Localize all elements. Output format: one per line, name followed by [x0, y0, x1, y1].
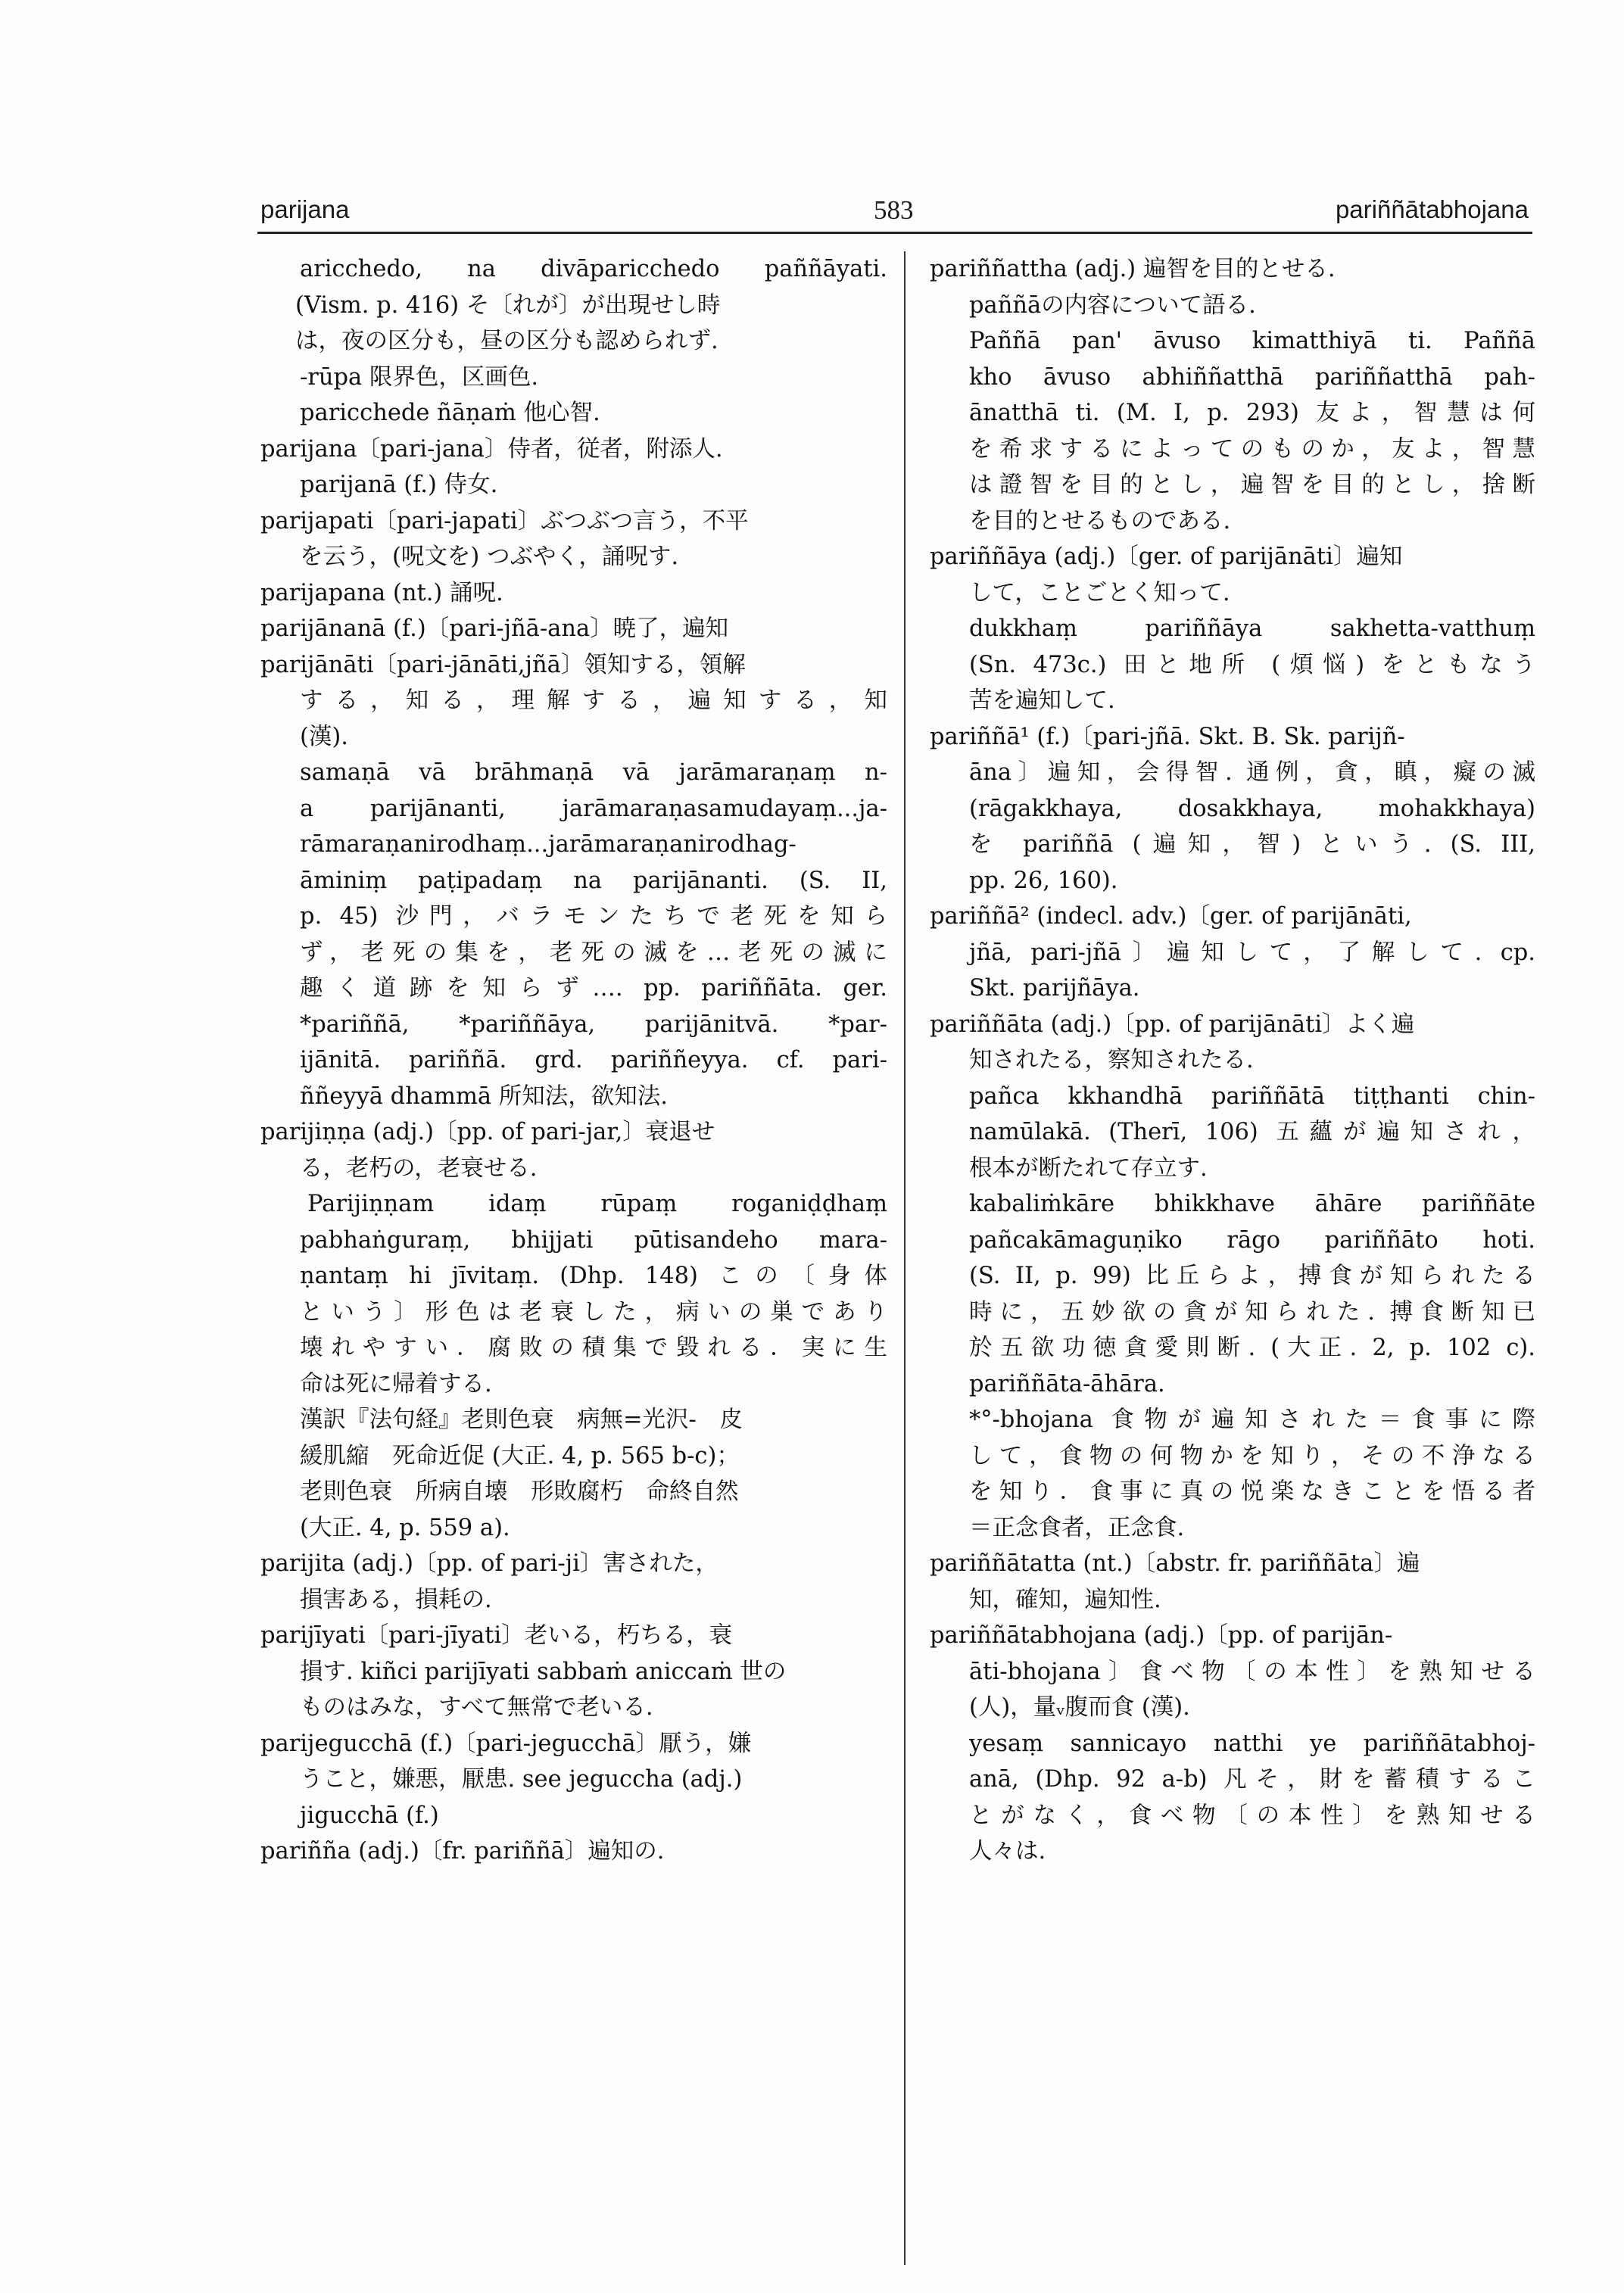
- text-line: を目的とせるものである.: [969, 507, 1231, 534]
- text-line: (Sn. 473c.) 田と地所 (煩悩) をともなう: [969, 651, 1535, 678]
- header-guide-word-left: parijana: [260, 195, 350, 223]
- text-line: dukkhaṃ pariññāya sakhetta-vatthuṃ: [969, 615, 1535, 642]
- text-line: 損害ある，損耗の.: [300, 1586, 492, 1613]
- text-line: Parijiṇṇam idaṃ rūpaṃ roganiḍḍhaṃ: [307, 1191, 887, 1217]
- dictionary-entry-headline: pariññāya (adj.)〔ger. of parijānāti〕遍知: [930, 544, 1403, 570]
- dictionary-entry-headline: parijita (adj.)〔pp. of pari-ji〕害された，: [260, 1550, 718, 1577]
- text-line: は證智を目的とし，遍智を目的とし，捨断: [969, 472, 1535, 498]
- text-line: ññeyyā dhammā 所知法，欲知法.: [300, 1083, 668, 1110]
- dictionary-entry-headline: pariññāta (adj.)〔pp. of parijānāti〕よく遍: [930, 1011, 1415, 1038]
- text-line: samaṇā vā brāhmaṇā vā jarāmaraṇaṃ n-: [300, 759, 887, 786]
- text-line: (S. II, p. 99) 比丘らよ，搏食が知られたる: [969, 1263, 1535, 1289]
- text-line: pañcakāmaguṇiko rāgo pariññāto hoti.: [969, 1226, 1535, 1254]
- dictionary-entry-headline: parijana〔pari-jana〕侍者，従者，附添人.: [260, 435, 723, 463]
- text-line: を希求するによってのものか，友よ，智慧: [969, 435, 1535, 463]
- text-line: (大正. 4, p. 559 a).: [300, 1514, 510, 1541]
- text-line: という〕形色は老衰した，病いの巣であり: [300, 1298, 887, 1326]
- text-line: とがなく，食べ物〔の本性〕を熟知せる: [969, 1802, 1535, 1829]
- text-line: p. 45) 沙門，バラモンたちで老死を知ら: [300, 903, 887, 930]
- text-line: Paññā pan' āvuso kimatthiyā ti. Paññā: [969, 328, 1535, 354]
- text-line: Skt. parijñāya.: [969, 975, 1140, 1002]
- text-line: āna〕遍知，会得智. 通例，貪，瞋，癡の滅: [969, 759, 1535, 786]
- text-line: して，ことごとく知って.: [969, 579, 1230, 606]
- text-line: 知，確知，遍知性.: [969, 1586, 1161, 1613]
- text-line: 知されたる，察知されたる.: [969, 1047, 1254, 1073]
- text-line: ṇantaṃ hi jīvitaṃ. (Dhp. 148) この〔身体: [300, 1263, 887, 1289]
- text-line: jigucchā (f.): [300, 1802, 439, 1829]
- dictionary-entry-headline: parijiṇṇa (adj.)〔pp. of pari-jar,〕衰退せ: [260, 1119, 715, 1145]
- text-line: 時に，五妙欲の貪が知られた. 搏食断知已: [969, 1298, 1535, 1326]
- text-line: 壊れやすい．腐敗の積集で毀れる．実に生: [300, 1335, 887, 1361]
- dictionary-entry-headline: pariññātabhojana (adj.)〔pp. of parijān-: [930, 1622, 1393, 1649]
- dictionary-entry-headline: pariññā¹ (f.)〔pari-jñā. Skt. B. Sk. parijñ-: [930, 723, 1405, 750]
- dictionary-entry-headline: parijānāti〔pari-jānāti,jñā〕領知する，領解: [260, 651, 746, 678]
- text-line: yesaṃ sannicayo natthi ye pariññātabhoj-: [969, 1730, 1535, 1757]
- dictionary-entry-headline: pariññātatta (nt.)〔abstr. fr. pariññāta〕遍: [930, 1550, 1420, 1577]
- dictionary-entry-headline: parijegucchā (f.)〔pari-jegucchā〕厭う，嫌: [260, 1730, 752, 1757]
- header-guide-word-right: pariññātabhojana: [1335, 195, 1529, 223]
- text-line: paricchede ñāṇaṁ 他心智.: [300, 400, 600, 426]
- text-line: は，夜の区分も，昼の区分も認められず.: [295, 328, 718, 354]
- dictionary-entry-headline: pariññattha (adj.) 遍智を目的とせる.: [930, 256, 1336, 282]
- text-line: 損す. kiñci parijīyati sabbaṁ aniccaṁ 世の: [300, 1658, 787, 1685]
- dictionary-entry-headline: pariññā² (indecl. adv.)〔ger. of parijānāti,: [930, 903, 1412, 930]
- text-line: pabhaṅguraṃ, bhijjati pūtisandeho mara-: [300, 1226, 887, 1254]
- text-line: ず，老死の集を，老死の滅を…老死の滅に: [300, 939, 887, 966]
- text-line: (Vism. p. 416) そ〔れが〕が出現せし時: [295, 291, 721, 319]
- text-line: 苦を遍知して.: [969, 687, 1115, 714]
- text-line: rāmaraṇanirodhaṃ...jarāmaraṇanirodhag-: [300, 831, 796, 858]
- text-line: 趣く道跡を知らず…. pp. pariññāta. ger.: [300, 975, 887, 1002]
- text-line: kho āvuso abhiññatthā pariññatthā pah-: [969, 363, 1535, 391]
- text-line: anā, (Dhp. 92 a-b) 凡そ，財を蓄積するこ: [969, 1766, 1535, 1793]
- text-line: を知り．食事に真の悦楽なきことを悟る者: [969, 1478, 1535, 1505]
- text-line: (漢).: [300, 723, 348, 750]
- text-line: (人)，量ᵥ腹而食 (漢).: [969, 1694, 1190, 1721]
- text-line: (rāgakkhaya, dosakkhaya, mohakkhaya): [969, 795, 1535, 822]
- text-line: ānatthā ti. (M. I, p. 293) 友よ，智慧は何: [969, 400, 1535, 426]
- text-line: a parijānanti, jarāmaraṇasamudayaṃ...ja-: [300, 795, 887, 822]
- dictionary-entry-headline: parijīyati〔pari-jīyati〕老いる，朽ちる，衰: [260, 1622, 733, 1649]
- text-line: aricchedo, na divāparicchedo paññāyati.: [300, 256, 887, 282]
- text-line: を云う，(呪文を) つぶやく，誦呪す.: [300, 544, 679, 570]
- text-line: 老則色衰 所病自壊 形敗腐朽 命終自然: [300, 1478, 739, 1505]
- text-line: *pariññā, *pariññāya, parijānitvā. *par-: [300, 1011, 887, 1038]
- text-line: namūlakā. (Therī, 106) 五蘊が遍知され，: [969, 1119, 1535, 1145]
- dictionary-entry-headline: parijānanā (f.)〔pari-jñā-ana〕暁了，遍知: [260, 615, 729, 642]
- text-line: jñā, pari-jñā〕遍知して，了解して. cp.: [969, 939, 1535, 966]
- column-divider: [904, 251, 906, 2265]
- text-line: pp. 26, 160).: [969, 867, 1118, 894]
- text-line: pañca kkhandhā pariññātā tiṭṭhanti chin-: [969, 1083, 1535, 1110]
- text-line: 根本が断たれて存立す.: [969, 1154, 1208, 1182]
- text-line: 漢訳『法句経』老則色衰 病無=光沢- 皮: [300, 1407, 743, 1433]
- text-line: -rūpa 限界色，区画色.: [300, 363, 539, 391]
- text-line: *°-bhojana 食物が遍知された＝食事に際: [969, 1407, 1535, 1433]
- page-number: 583: [874, 195, 914, 225]
- text-line: して，食物の何物かを知り，その不浄なる: [969, 1442, 1535, 1469]
- dictionary-entry-headline: pariñña (adj.)〔fr. pariññā〕遍知の.: [260, 1838, 665, 1865]
- text-line: parijanā (f.) 侍女.: [300, 472, 498, 498]
- text-line: 緩肌縮 死命近促 (大正. 4, p. 565 b-c)；: [300, 1442, 740, 1469]
- text-line: を pariññā (遍知，智) という. (S. III,: [969, 831, 1535, 858]
- dictionary-entry-headline: parijapati〔pari-japati〕ぶつぶつ言う，不平: [260, 507, 749, 534]
- text-line: ＝正念食者，正念食.: [969, 1514, 1185, 1541]
- text-line: paññāの内容について語る.: [969, 291, 1256, 319]
- text-line: る，老朽の，老衰せる.: [300, 1154, 538, 1182]
- dictionary-entry-headline: parijapana (nt.) 誦呪.: [260, 579, 503, 606]
- left-column: [260, 251, 887, 1870]
- text-line: pariññāta-āhāra.: [969, 1370, 1165, 1397]
- text-line: ものはみな，すべて無常で老いる.: [300, 1694, 653, 1721]
- header-rule: [257, 232, 1532, 234]
- text-line: kabaliṁkāre bhikkhave āhāre pariññāte: [969, 1191, 1535, 1217]
- text-line: āti-bhojana〕食べ物〔の本性〕を熟知せる: [969, 1658, 1535, 1685]
- text-line: 人々は.: [969, 1838, 1046, 1865]
- text-line: する，知る，理解する，遍知する，知: [300, 687, 887, 714]
- text-line: うこと，嫌悪，厭患. see jeguccha (adj.): [300, 1766, 743, 1793]
- text-line: ijānitā. pariññā. grd. pariññeyya. cf. pari-: [300, 1047, 887, 1073]
- text-line: 於五欲功徳貪愛則断. (大正. 2, p. 102 c).: [969, 1335, 1535, 1361]
- text-line: āminiṃ paṭipadaṃ na parijānanti. (S. II,: [300, 867, 887, 894]
- right-column: [930, 251, 1535, 1870]
- text-line: 命は死に帰着する.: [300, 1370, 492, 1397]
